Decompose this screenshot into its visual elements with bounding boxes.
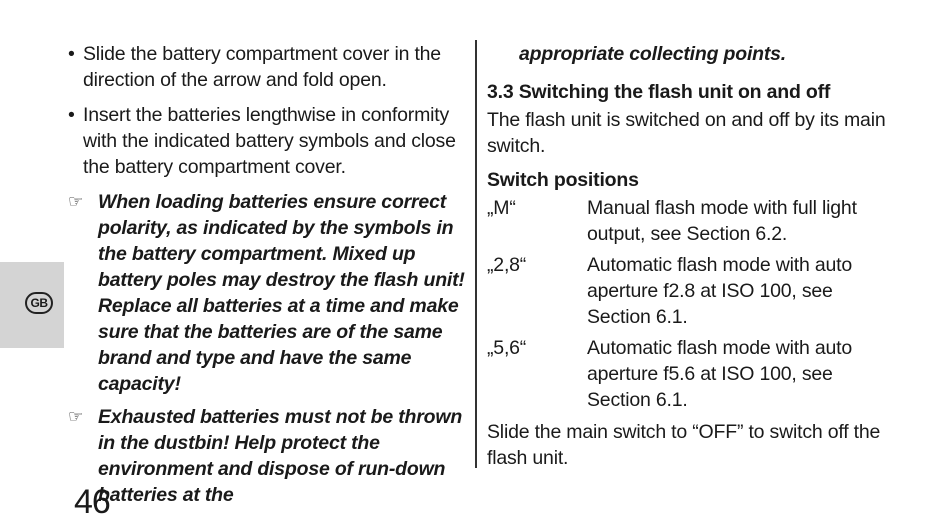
list-item [66, 102, 466, 180]
environment-note [66, 404, 466, 508]
switch-position-key: „5,6“ [487, 337, 527, 359]
pointing-hand-icon: ☞ [68, 192, 84, 211]
note-continuation: appropriate collecting points. [519, 43, 787, 65]
closing-paragraph: Slide the main switch to “OFF” to switch off the flash unit. [487, 421, 881, 469]
pointing-hand-icon: ☞ [68, 407, 84, 426]
note-text: Exhausted batteries must not be thrown in the dustbin! Help protect the environment and dispose of run-down batteries at the [98, 406, 463, 506]
right-column [487, 41, 897, 471]
switch-position-key: „M“ [487, 197, 516, 219]
page-number: 46 [74, 483, 110, 521]
switch-position-row [487, 335, 897, 413]
language-badge: GB [25, 292, 53, 314]
switch-positions-heading: Switch positions [487, 169, 639, 191]
switch-position-row [487, 195, 897, 247]
switch-position-description: Automatic flash mode with auto aperture f5.6 at ISO 100, see Section 6.1. [587, 337, 852, 411]
switch-position-key: „2,8“ [487, 254, 527, 276]
switch-position-description: Manual flash mode with full light output, see Section 6.2. [587, 197, 857, 245]
bullet-text: Slide the battery compartment cover in the direction of the arrow and fold open. [83, 43, 441, 91]
list-item [66, 41, 466, 93]
switch-position-row [487, 252, 897, 330]
switch-position-description: Automatic flash mode with auto aperture f2.8 at ISO 100, see Section 6.1. [587, 254, 852, 328]
section-heading: 3.3 Switching the flash unit on and off [487, 81, 831, 103]
left-column [66, 41, 466, 515]
bullet-text: Insert the batteries lengthwise in conformity with the indicated battery symbols and close the battery compartment cover. [83, 104, 456, 178]
warning-note [66, 189, 466, 397]
note-text: When loading batteries ensure correct polarity, as indicated by the symbols in the battery compartment. Mixed up battery poles may destroy the flash unit! Replace all batteries at a time and make sure that the batteries are of the same brand and type and have the same capacity! [98, 191, 465, 395]
bullet-marker: • [68, 104, 75, 126]
intro-paragraph: The flash unit is switched on and off by its main switch. [487, 109, 886, 157]
bullet-marker: • [68, 43, 75, 65]
column-divider [475, 40, 477, 468]
